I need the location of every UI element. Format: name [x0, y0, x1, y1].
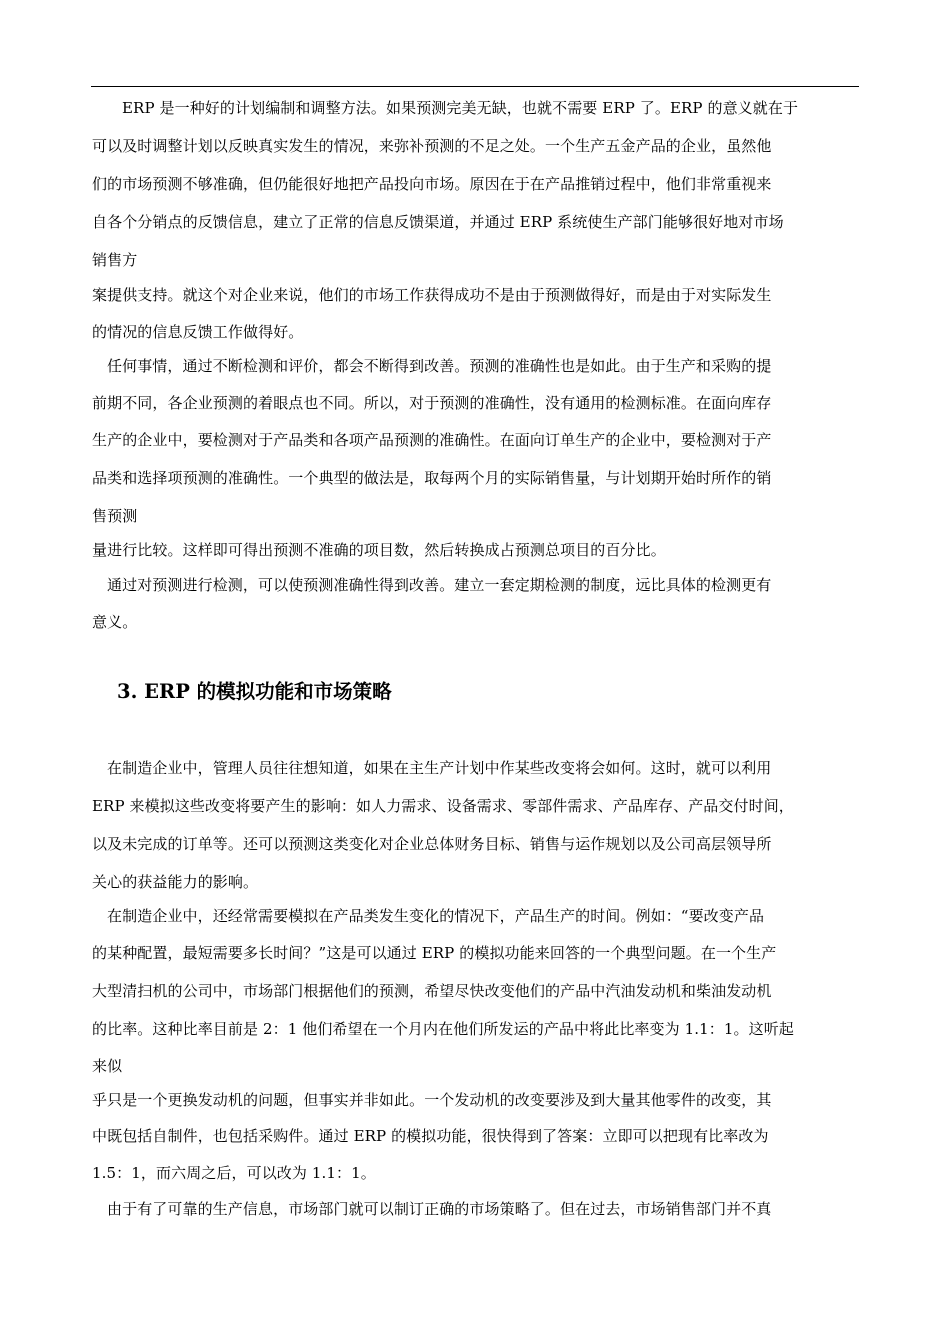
- text-line: 的某种配置，最短需要多长时间？”这是可以通过 ERP 的模拟功能来回答的一个典型问题。在一个生产: [92, 944, 777, 962]
- text-line: 任何事情，通过不断检测和评价，都会不断得到改善。预测的准确性也是如此。由于生产和采购的提: [107, 357, 772, 375]
- text-line: 在制造企业中，管理人员往往想知道，如果在主生产计划中作某些改变将会如何。这时，就可以利用: [107, 759, 772, 777]
- text-line: 通过对预测进行检测，可以使预测准确性得到改善。建立一套定期检测的制度，远比具体的检测更有: [107, 576, 772, 594]
- text-line: 的情况的信息反馈工作做得好。: [92, 323, 304, 341]
- text-line: 由于有了可靠的生产信息，市场部门就可以制订正确的市场策略了。但在过去，市场销售部门并不真: [107, 1200, 772, 1218]
- text-line: 前期不同，各企业预测的着眼点也不同。所以，对于预测的准确性，没有通用的检测标准。在面向库存: [92, 394, 772, 412]
- text-line: 大型清扫机的公司中，市场部门根据他们的预测，希望尽快改变他们的产品中汽油发动机和柴油发动机: [92, 982, 772, 1000]
- text-line: 们的市场预测不够准确，但仍能很好地把产品投向市场。原因在于在产品推销过程中，他们非常重视来: [92, 175, 772, 193]
- text-line: 乎只是一个更换发动机的问题，但事实并非如此。一个发动机的改变要涉及到大量其他零件的改变，其: [92, 1091, 772, 1109]
- text-line: 量进行比较。这样即可得出预测不准确的项目数，然后转换成占预测总项目的百分比。: [92, 541, 666, 559]
- text-line: 意义。: [92, 613, 138, 631]
- header-rule: [91, 86, 859, 87]
- text-line: 的比率。这种比率目前是 2：1 他们希望在一个月内在他们所发运的产品中将此比率变为 1.1：1。这听起: [92, 1020, 794, 1038]
- text-line: 1.5：1，而六周之后，可以改为 1.1：1。: [92, 1164, 376, 1182]
- text-line: 可以及时调整计划以反映真实发生的情况，来弥补预测的不足之处。一个生产五金产品的企业，虽然他: [92, 137, 772, 155]
- text-line: 在制造企业中，还经常需要模拟在产品类发生变化的情况下，产品生产的时间。例如：“要改变产品: [107, 907, 765, 925]
- text-line: ERP 来模拟这些改变将要产生的影响：如人力需求、设备需求、零部件需求、产品库存、产品交付时间，: [92, 797, 794, 815]
- text-line: 以及未完成的订单等。还可以预测这类变化对企业总体财务目标、销售与运作规划以及公司高层领导所: [92, 835, 772, 853]
- text-line: 销售方: [92, 251, 138, 269]
- section-heading: 3. ERP 的模拟功能和市场策略: [117, 680, 392, 703]
- text-line: 案提供支持。就这个对企业来说，他们的市场工作获得成功不是由于预测做得好，而是由于对实际发生: [92, 286, 772, 304]
- text-line: 售预测: [92, 507, 138, 525]
- text-line: 自各个分销点的反馈信息，建立了正常的信息反馈渠道，并通过 ERP 系统使生产部门能够很好地对市场: [92, 213, 784, 231]
- text-line: 来似: [92, 1057, 123, 1075]
- text-line: 关心的获益能力的影响。: [92, 873, 259, 891]
- text-line: 生产的企业中，要检测对于产品类和各项产品预测的准确性。在面向订单生产的企业中，要检测对于产: [92, 431, 772, 449]
- text-line: ERP 是一种好的计划编制和调整方法。如果预测完美无缺，也就不需要 ERP 了。ERP 的意义就在于: [122, 99, 799, 117]
- text-line: 中既包括自制件，也包括采购件。通过 ERP 的模拟功能，很快得到了答案：立即可以把现有比率改为: [92, 1127, 769, 1145]
- text-line: 品类和选择项预测的准确性。一个典型的做法是，取每两个月的实际销售量，与计划期开始时所作的销: [92, 469, 772, 487]
